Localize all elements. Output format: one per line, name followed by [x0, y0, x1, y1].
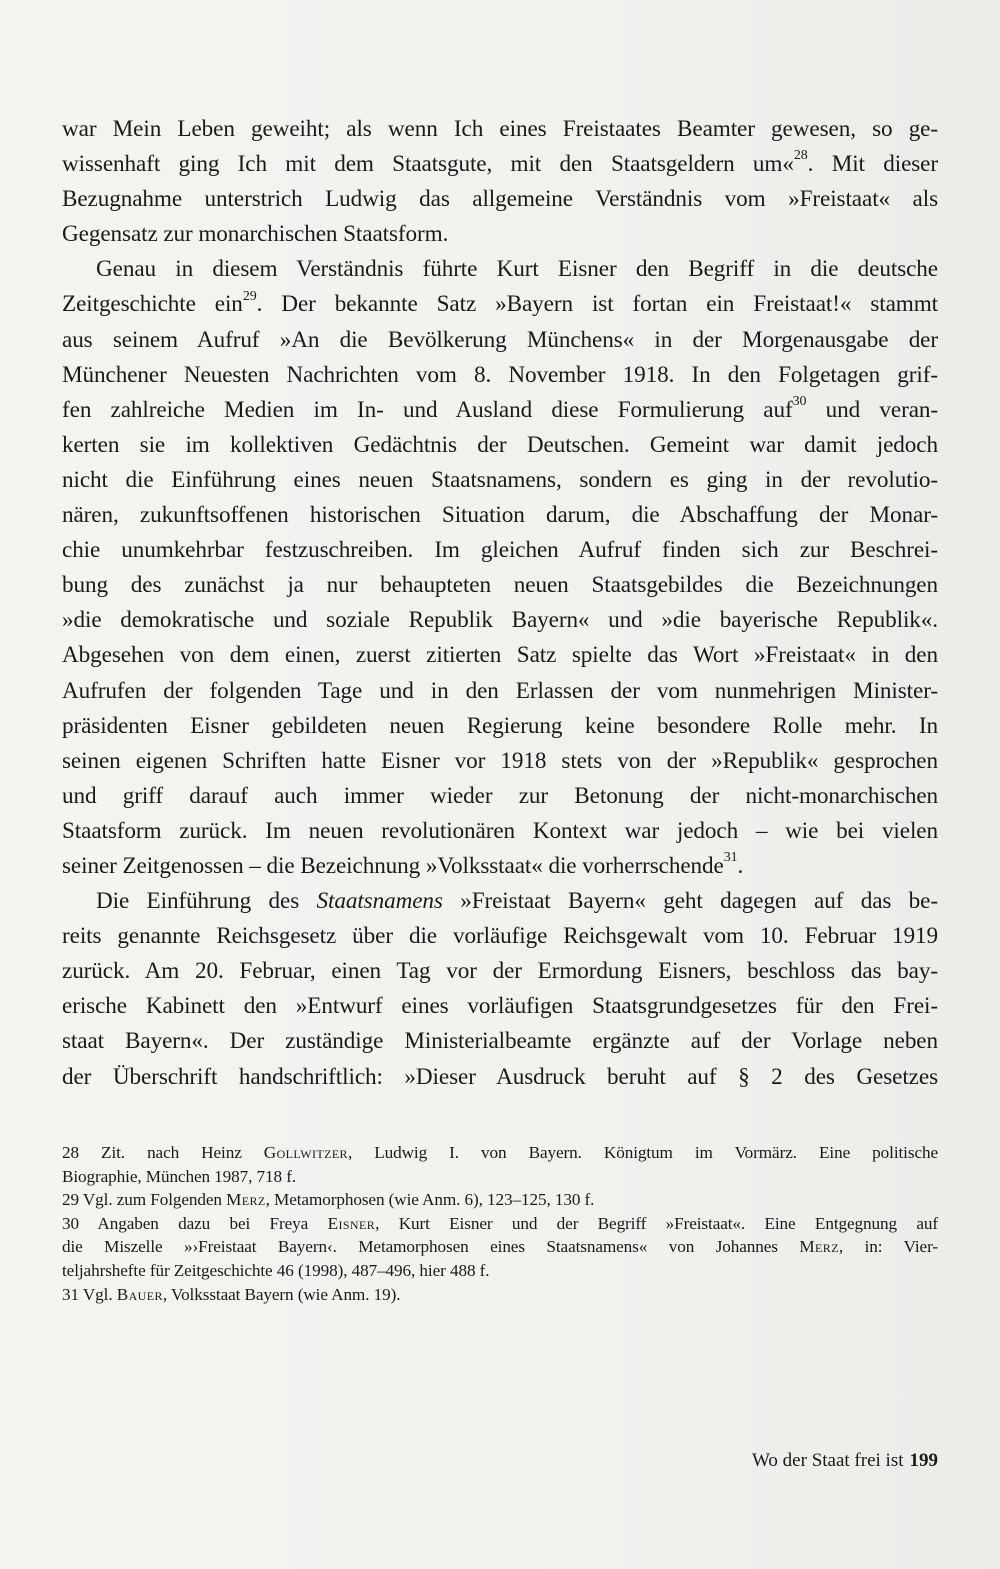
text-run: seiner Zeitgenossen – die Bezeichnung »Volksstaat« die vorherrschende: [62, 852, 724, 879]
body-line: [62, 919, 938, 954]
text-run: war Mein Leben geweiht; als wenn Ich eines Freistaates Beamter gewesen, so ge-: [62, 116, 938, 142]
text-run: . Mit dieser: [807, 151, 938, 178]
main-text: [62, 112, 938, 1095]
body-line: [62, 779, 938, 814]
text-run: staat Bayern«. Der zuständige Ministerialbeamte ergänzte auf der Vorlage neben: [62, 1028, 938, 1055]
text-run: 30 Angaben dazu bei Freya: [62, 1213, 328, 1233]
text-run: Staatsform zurück. Im neuen revolutionären Kontext war jedoch – wie bei vielen: [62, 817, 938, 844]
text-run: 29 Vgl. zum Folgenden: [62, 1190, 227, 1210]
body-line: [62, 287, 938, 322]
text-run: bung des zunächst ja nur behaupteten neuen Staatsgebildes die Bezeichnungen: [62, 572, 938, 599]
author-name: Merz: [226, 1190, 266, 1210]
text-run: Münchener Neuesten Nachrichten vom 8. November 1918. In den Folgetagen grif-: [62, 361, 938, 388]
footnote-line: [62, 1235, 938, 1259]
body-line: [62, 463, 938, 498]
running-footer: [600, 1450, 938, 1472]
footnote-ref: 29: [242, 288, 257, 304]
text-run: 28 Zit. nach Heinz: [62, 1143, 264, 1162]
text-run: teljahrshefte für Zeitgeschichte 46 (1998), 487–496, hier 488 f.: [62, 1260, 490, 1280]
footnote-line: [62, 1283, 938, 1307]
text-run: Bezugnahme unterstrich Ludwig das allgemeine Verständnis vom »Freistaat« als: [62, 186, 938, 213]
text-run: , in: Vier-: [838, 1237, 938, 1257]
text-run: , Metamorphosen (wie Anm. 6), 123–125, 130 f.: [265, 1190, 595, 1210]
body-line: [62, 358, 938, 393]
text-run: kerten sie im kollektiven Gedächtnis der Deutschen. Gemeint war damit jedoch: [62, 431, 938, 458]
text-run: Abgesehen von dem einen, zuerst zitierten Satz spielte das Wort »Freistaat« in den: [62, 642, 938, 669]
text-run: Biographie, München 1987, 718 f.: [62, 1166, 297, 1186]
body-line: [62, 252, 938, 287]
body-line: [62, 393, 938, 428]
footnote-line: [62, 1188, 938, 1212]
author-name: Gollwitzer: [263, 1143, 348, 1162]
body-line: [62, 533, 938, 568]
text-run: . Der bekannte Satz »Bayern ist fortan ein Freistaat!« stammt: [256, 291, 938, 318]
body-line: [62, 744, 938, 779]
text-run: der Überschrift handschriftlich: »Dieser Ausdruck beruht auf § 2 des Gesetzes: [62, 1063, 938, 1090]
text-run: seinen eigenen Schriften hatte Eisner vor 1918 stets von der »Republik« gesprochen: [62, 747, 938, 774]
body-line: [62, 884, 938, 919]
body-line: [62, 323, 938, 358]
body-line: [62, 603, 938, 638]
text-run: »Freistaat Bayern« geht dagegen auf das be-: [442, 888, 938, 915]
author-name: Bauer: [116, 1284, 163, 1304]
footnote-ref: 31: [723, 850, 738, 866]
text-run: zurück. Am 20. Februar, einen Tag vor der Ermordung Eisners, beschloss das bay-: [62, 958, 938, 985]
body-line: [62, 498, 938, 533]
text-run: fen zahlreiche Medien im In- und Ausland diese Formulierung auf: [62, 396, 793, 423]
body-line: [62, 674, 938, 709]
text-run: wissenhaft ging Ich mit dem Staatsgute, mit den Staatsgeldern um«: [62, 151, 794, 178]
text-run: und griff darauf auch immer wieder zur Betonung der nicht-monarchischen: [62, 782, 938, 809]
footnote-ref: 30: [792, 394, 807, 410]
body-line: [62, 638, 938, 673]
body-line: [62, 1024, 938, 1059]
running-title: Wo der Staat frei ist: [752, 1450, 904, 1471]
text-run: Die Einführung des: [96, 888, 317, 915]
body-line: [62, 989, 938, 1024]
author-name: Eisner: [327, 1213, 376, 1233]
text-run: Genau in diesem Verständnis führte Kurt Eisner den Begriff in die deutsche: [96, 256, 938, 283]
text-run: reits genannte Reichsgesetz über die vorläufige Reichsgewalt vom 10. Februar 1919: [62, 923, 938, 950]
body-line: [62, 849, 938, 884]
text-run: 31 Vgl.: [62, 1284, 117, 1304]
text-run: chie unumkehrbar festzuschreiben. Im gleichen Aufruf finden sich zur Beschrei-: [62, 537, 938, 564]
italic-text: Staatsnamens: [316, 888, 443, 915]
text-run: , Volksstaat Bayern (wie Anm. 19).: [162, 1284, 401, 1304]
text-run: nären, zukunftsoffenen historischen Situation darum, die Abschaffung der Monar-: [62, 502, 938, 529]
footnote-line: [62, 1141, 938, 1165]
text-run: , Kurt Eisner und der Begriff »Freistaat«. Eine Entgegnung auf: [375, 1213, 938, 1233]
text-run: , Ludwig I. von Bayern. Königtum im Vormärz. Eine politische: [347, 1143, 938, 1162]
footnotes: [62, 1141, 938, 1306]
author-name: Merz: [799, 1237, 839, 1257]
body-line: [62, 217, 938, 252]
footnote-line: [62, 1259, 938, 1283]
text-run: nicht die Einführung eines neuen Staatsnamens, sondern es ging in der revolutio-: [62, 466, 938, 493]
body-line: [62, 112, 938, 147]
body-line: [62, 954, 938, 989]
body-line: [62, 1060, 938, 1095]
text-run: präsidenten Eisner gebildeten neuen Regierung keine besondere Rolle mehr. In: [62, 712, 938, 739]
text-run: die Miszelle »›Freistaat Bayern‹. Metamorphosen eines Staatsnamens« von Johannes: [62, 1237, 800, 1257]
footnote-ref: 28: [793, 148, 808, 164]
footnote-line: [62, 1165, 938, 1189]
body-line: [62, 428, 938, 463]
text-run: erische Kabinett den »Entwurf eines vorläufigen Staatsgrundgesetzes für den Frei-: [62, 993, 938, 1020]
page-number: 199: [909, 1450, 938, 1471]
text-run: Gegensatz zur monarchischen Staatsform.: [62, 221, 449, 248]
text-run: Zeitgeschichte ein: [62, 291, 243, 318]
text-run: aus seinem Aufruf »An die Bevölkerung Münchens« in der Morgenausgabe der: [62, 326, 938, 353]
text-run: Aufrufen der folgenden Tage und in den Erlassen der vom nunmehrigen Minister-: [62, 677, 938, 704]
body-line: [62, 182, 938, 217]
text-run: und veran-: [806, 396, 938, 423]
body-line: [62, 814, 938, 849]
body-line: [62, 568, 938, 603]
body-line: [62, 147, 938, 182]
footnote-line: [62, 1212, 938, 1236]
text-run: »die demokratische und soziale Republik Bayern« und »die bayerische Republik«.: [62, 607, 938, 634]
text-run: .: [737, 852, 744, 879]
body-line: [62, 709, 938, 744]
